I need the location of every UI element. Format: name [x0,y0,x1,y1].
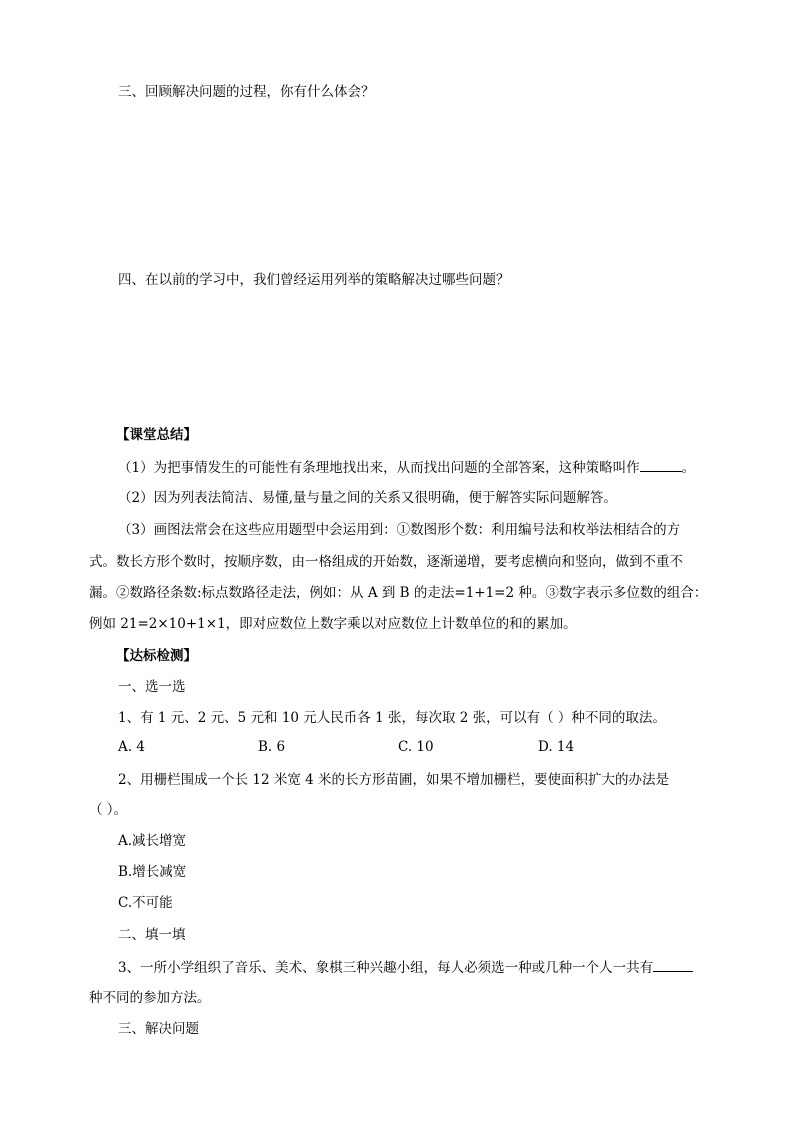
section-problem-solving: 三、解决问题 [118,1021,199,1037]
question-2-option-c: C.不可能 [118,895,173,911]
summary-heading: 【课堂总结】 [116,427,197,443]
question-3-line-1 [118,957,693,978]
summary-point-1-end: 。 [681,460,696,476]
question-1-option-a: A. 4 [118,739,145,755]
section-fill-in: 二、填一填 [118,927,186,943]
summary-point-3-line-4: 例如 21=2×10+1×1，即对应数位上数字乘以对应数位上计数单位的和的累加。 [89,616,577,632]
answer-blank [640,457,682,472]
question-1-option-b: B. 6 [258,739,286,755]
question-2-line-1: 2、用栅栏围成一个长 12 米宽 4 米的长方形苗圃，如果不增加栅栏，要使面积扩大的办法是 [118,772,670,788]
summary-point-3-line-3: 漏。②数路径条数:标点数路径走法，例如：从 A 到 B 的走法=1+1=2 种。③数字表示多位数的组合： [89,585,708,601]
question-3-line-2: 种不同的参加方法。 [89,990,211,1006]
summary-point-3-line-1: （3）画图法常会在这些应用题型中会运用到：①数图形个数：利用编号法和枚举法相结合的方 [118,522,681,538]
question-1-option-c: C. 10 [398,739,434,755]
answer-blank [653,957,693,972]
test-heading: 【达标检测】 [116,648,197,664]
summary-point-1-text: （1）为把事情发生的可能性有条理地找出来，从而找出问题的全部答案，这种策略叫作 [118,460,640,476]
summary-point-3-line-2: 式。数长方形个数时，按顺序数，由一格组成的开始数，逐渐递增，要考虑横向和竖向，做到不重不 [89,554,683,570]
section-multiple-choice: 一、选一选 [118,679,186,695]
question-2-line-2: （ ）。 [89,802,128,818]
question-3-text: 3、一所小学组织了音乐、美术、象棋三种兴趣小组，每人必须选一种或几种一个人一共有 [118,960,654,976]
summary-point-1 [118,457,695,478]
question-2-option-a: A.减长增宽 [118,833,187,849]
question-1: 1、有 1 元、2 元、5 元和 10 元人民币各 1 张，每次取 2 张，可以有（ ）种不同的取法。 [118,710,666,726]
question-2-option-b: B.增长减宽 [118,864,187,880]
question-reflect-process: 三、回顾解决问题的过程，你有什么体会？ [118,84,375,100]
summary-point-2: （2）因为列表法简洁、易懂,量与量之间的关系又很明确，便于解答实际问题解答。 [118,490,617,506]
question-1-option-d: D. 14 [538,739,575,755]
question-past-enumeration: 四、在以前的学习中，我们曾经运用列举的策略解决过哪些问题？ [118,272,510,288]
